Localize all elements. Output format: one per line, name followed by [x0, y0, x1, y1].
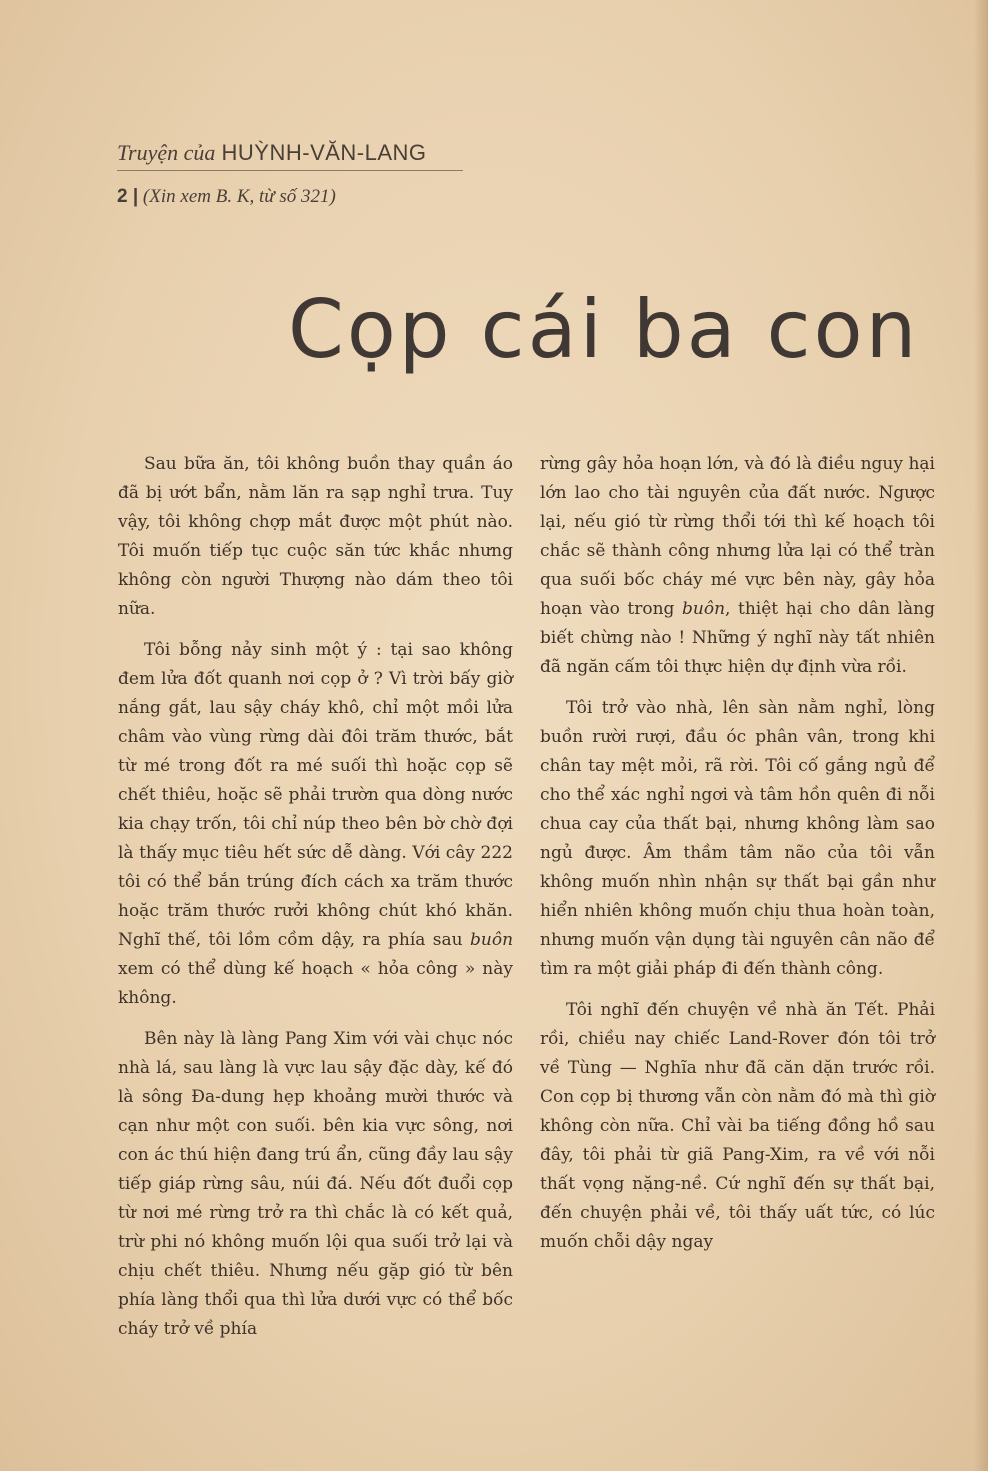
author-name: HUỲNH-VĂN-LANG — [221, 140, 427, 165]
paragraph: Tôi nghĩ đến chuyện về nhà ăn Tết. Phải rồi, chiều nay chiếc Land-Rover đón tôi trở về Tùng — Nghĩa như đã căn dặn trước rồi. Con cọp bị thương vẫn còn nằm đó mà thì giờ không còn nữa. Chỉ vài ba tiếng đồng hồ sau đây, tôi phải từ giã Pang-Xim, ra về với nỗi thất vọng nặng-nề. Cứ nghĩ đến sự thất bại, đến chuyện phải về, tôi thấy uất tức, có lúc muốn chỗi dậy ngay — [540, 1000, 935, 1252]
emphasis-word: buôn — [682, 599, 726, 619]
paragraph-text: rừng gây hỏa hoạn lớn, và đó là điều nguy hại lớn lao cho tài nguyên của đất nước. Ngược lại, nếu gió từ rừng thổi tới thì kế hoạch tôi chắc sẽ thành công nhưng lửa lại có thể tràn qua suối bốc cháy mé vực bên này, gây hỏa hoạn vào trong — [540, 454, 935, 619]
paragraph-text: xem có thể dùng kế hoạch « hỏa công » này không. — [118, 959, 513, 1008]
byline-prefix: Truyện của — [117, 140, 216, 165]
emphasis-word: buôn — [470, 930, 514, 950]
byline — [117, 140, 463, 171]
paragraph — [540, 450, 935, 682]
title-word: con — [766, 283, 920, 376]
title-word: cái — [480, 283, 605, 376]
paragraph-text: , thiệt hại cho dân làng biết chừng nào ! Những ý nghĩ này tất nhiên đã ngăn cấm tôi thực hiện dự định vừa rồi. — [540, 599, 935, 677]
page-edge-shadow — [974, 0, 988, 1471]
paragraph: Bên này là làng Pang Xim với vài chục nóc nhà lá, sau làng là vực lau sậy đặc dày, kế đó là sông Đa-dung hẹp khoảng mười thước và cạn như một con suối. bên kia vực sông, nơi con ác thú hiện đang trú ẩn, cũng đầy lau sậy tiếp giáp rừng sâu, núi đá. Nếu đốt đuổi cọp từ nơi mé rừng trở ra thì chắc là có kết quả, trừ phi nó không muốn lội qua suối trở lại và chịu chết thiêu. Nhưng nếu gặp gió từ bên phía làng thổi qua thì lửa dưới vực có thể bốc cháy trở về phía — [118, 1029, 513, 1339]
text-column-right — [540, 450, 935, 1269]
continuation-note: (Xin xem B. K, từ số 321) — [142, 186, 336, 207]
series-line — [117, 186, 336, 208]
paragraph: Sau bữa ăn, tôi không buồn thay quần áo đã bị ướt bẩn, nằm lăn ra sạp nghỉ trưa. Tuy vậy, tôi không chợp mắt được một phút nào. Tôi muốn tiếp tục cuộc săn tức khắc nhưng không còn người Thượng nào dám theo tôi nữa. — [118, 454, 513, 619]
title-word: Cọp — [288, 283, 453, 376]
paragraph: Tôi trở vào nhà, lên sàn nằm nghỉ, lòng buồn rười rượi, đầu óc phân vân, trong khi chân tay mệt mỏi, rã rời. Tôi cố gắng ngủ để cho thể xác nghỉ ngơi và tâm hồn quên đi nỗi chua cay của thất bại, nhưng không làm sao ngủ được. Âm thầm tâm não của tôi vẫn không muốn nhìn nhận sự thất bại gần như hiển nhiên không muốn chịu thua hoàn toàn, nhưng muốn vận dụng tài nguyên cân não để tìm ra một giải pháp đi đến thành công. — [540, 698, 935, 979]
part-number: 2 | — [117, 186, 139, 207]
story-title — [288, 283, 947, 376]
title-word: ba — [632, 283, 739, 376]
text-column-left — [118, 450, 513, 1356]
paragraph-text: Tôi bỗng nảy sinh một ý : tại sao không đem lửa đốt quanh nơi cọp ở ? Vì trời bấy giờ nắng gắt, lau sậy cháy khô, chỉ một mồi lửa châm vào vùng rừng dài đôi trăm thước, bắt từ mé trong đốt ra mé suối thì hoặc cọp sẽ chết thiêu, hoặc sẽ phải trườn qua dòng nước kia chạy trốn, tôi chỉ núp theo bên bờ chờ đợi là thấy mục tiêu hết sức dễ dàng. Với cây 222 tôi có thể bắn trúng đích cách xa trăm thước hoặc trăm thước rưởi không chút khó khăn. Nghĩ thế, tôi lồm cồm dậy, ra phía sau — [118, 640, 513, 950]
paragraph — [118, 636, 513, 1013]
